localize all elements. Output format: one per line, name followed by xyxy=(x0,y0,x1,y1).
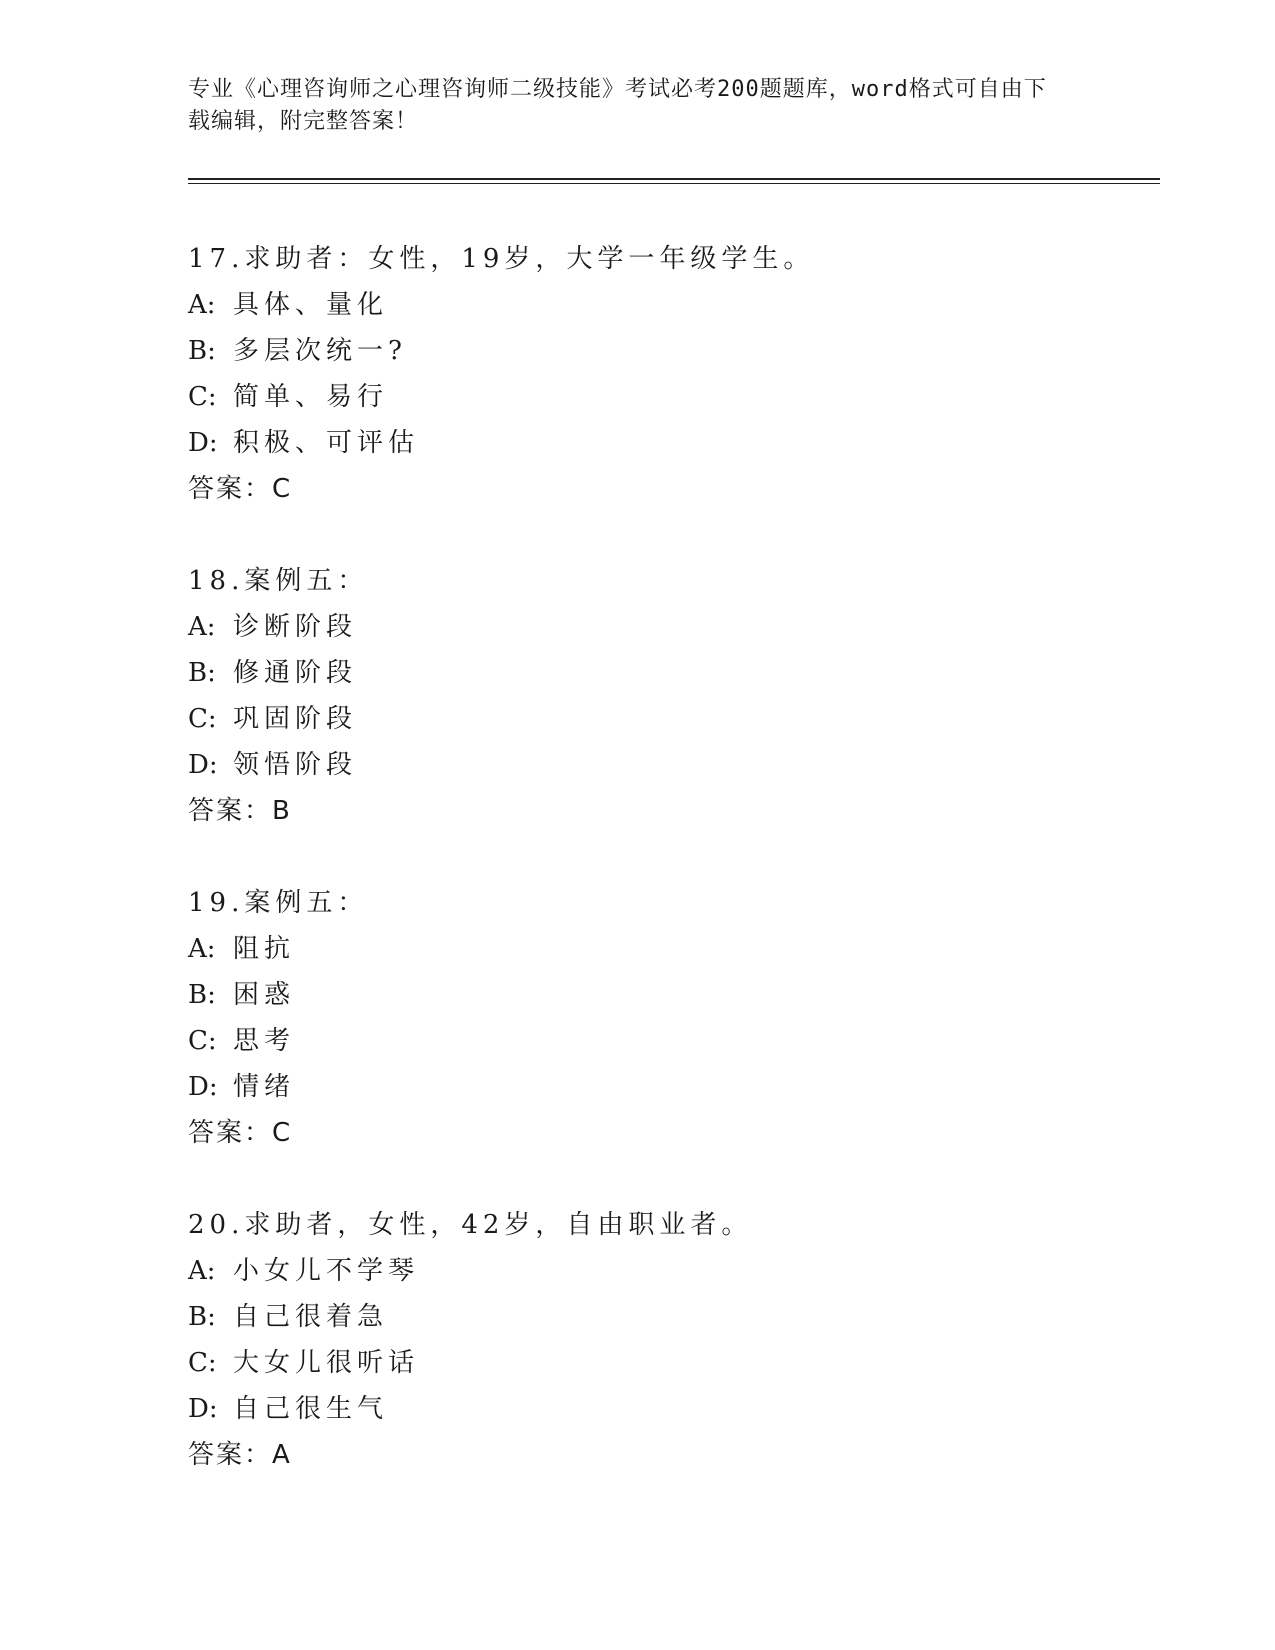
option-text: 多层次统一? xyxy=(233,336,407,366)
question-18 xyxy=(188,558,1160,880)
option-text: 具体、量化 xyxy=(233,290,389,320)
option-letter: A: xyxy=(188,934,216,964)
option-text: 诊断阶段 xyxy=(233,612,358,642)
option-text: 修通阶段 xyxy=(233,658,358,688)
option-text: 阻抗 xyxy=(233,934,296,964)
option-letter: B: xyxy=(188,980,216,1010)
option-letter: C: xyxy=(188,1026,217,1056)
header-divider-thin xyxy=(188,183,1160,184)
option-b xyxy=(188,1294,1160,1340)
option-d xyxy=(188,742,1160,788)
option-c xyxy=(188,1340,1160,1386)
option-letter: C: xyxy=(188,1348,217,1378)
option-letter: D: xyxy=(188,750,218,780)
option-letter: C: xyxy=(188,704,217,734)
document-intro: 专业《心理咨询师之心理咨询师二级技能》考试必考200题题库，word格式可自由下载编辑，附完整答案！ xyxy=(188,77,1047,134)
option-letter: D: xyxy=(188,1394,218,1424)
option-letter: B: xyxy=(188,336,216,366)
option-text: 简单、易行 xyxy=(233,382,389,412)
option-letter: B: xyxy=(188,658,216,688)
option-text: 领悟阶段 xyxy=(233,750,358,780)
answer-line: 答案：A xyxy=(188,1440,292,1470)
answer-line: 答案：C xyxy=(188,474,293,504)
option-letter: A: xyxy=(188,1256,216,1286)
answer-line: 答案：B xyxy=(188,796,292,826)
option-text: 自己很着急 xyxy=(233,1302,389,1332)
answer-line: 答案：C xyxy=(188,1118,293,1148)
option-b xyxy=(188,328,1160,374)
option-text: 思考 xyxy=(233,1026,296,1056)
option-d xyxy=(188,1064,1160,1110)
option-letter: D: xyxy=(188,1072,218,1102)
option-letter: B: xyxy=(188,1302,216,1332)
question-stem: 20.求助者，女性，42岁，自由职业者。 xyxy=(188,1210,753,1240)
question-stem: 18.案例五： xyxy=(188,566,369,596)
option-text: 巩固阶段 xyxy=(233,704,358,734)
option-c xyxy=(188,1018,1160,1064)
option-letter: A: xyxy=(188,290,216,320)
option-a xyxy=(188,1248,1160,1294)
question-20 xyxy=(188,1202,1160,1524)
option-d xyxy=(188,1386,1160,1432)
question-19 xyxy=(188,880,1160,1202)
header-divider-thick xyxy=(188,178,1160,180)
option-text: 积极、可评估 xyxy=(233,428,420,458)
option-c xyxy=(188,374,1160,420)
question-list xyxy=(188,236,1160,1524)
option-a xyxy=(188,926,1160,972)
question-stem: 19.案例五： xyxy=(188,888,369,918)
question-stem: 17.求助者：女性，19岁，大学一年级学生。 xyxy=(188,244,815,274)
question-17 xyxy=(188,236,1160,558)
option-text: 困惑 xyxy=(233,980,296,1010)
option-text: 自己很生气 xyxy=(233,1394,389,1424)
option-a xyxy=(188,604,1160,650)
option-d xyxy=(188,420,1160,466)
option-b xyxy=(188,650,1160,696)
option-letter: A: xyxy=(188,612,216,642)
option-text: 小女儿不学琴 xyxy=(233,1256,420,1286)
option-letter: C: xyxy=(188,382,217,412)
option-text: 大女儿很听话 xyxy=(233,1348,420,1378)
option-b xyxy=(188,972,1160,1018)
option-text: 情绪 xyxy=(233,1072,296,1102)
option-a xyxy=(188,282,1160,328)
option-c xyxy=(188,696,1160,742)
option-letter: D: xyxy=(188,428,218,458)
